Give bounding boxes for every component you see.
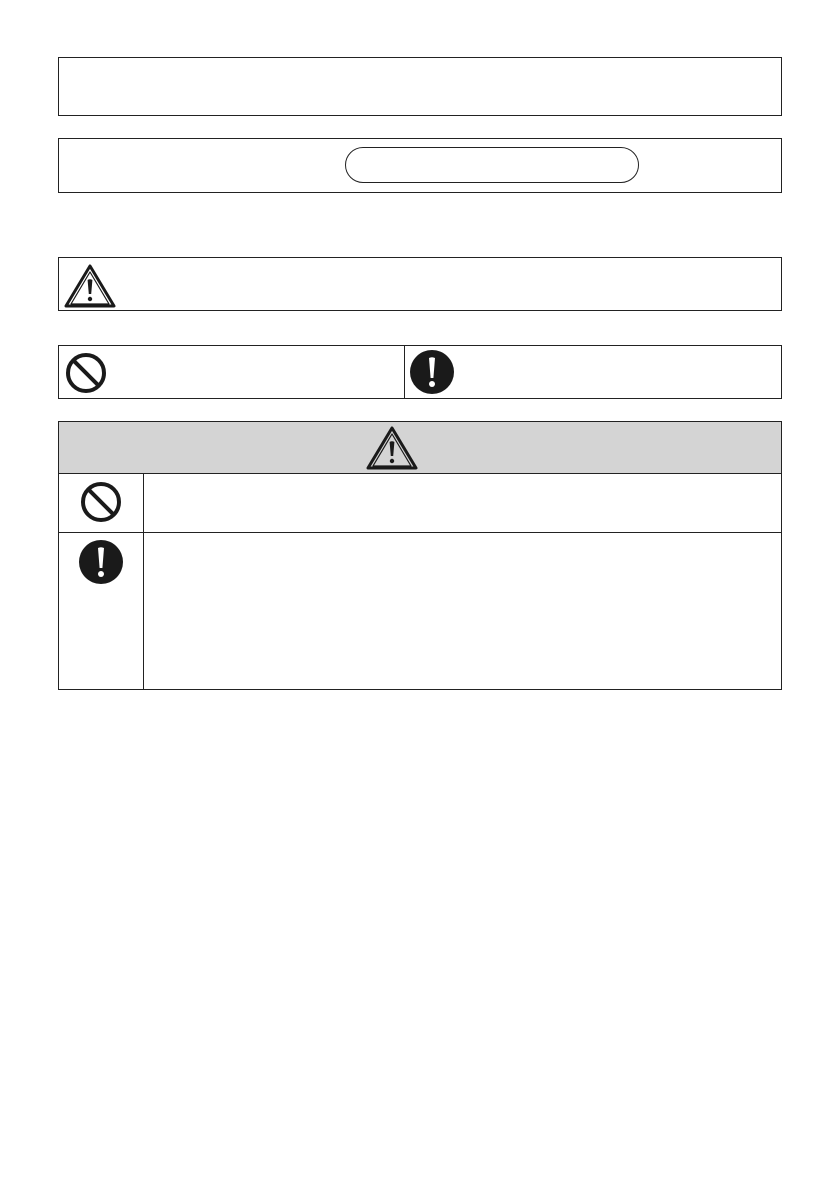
caution-table	[58, 421, 782, 690]
label-pill	[345, 147, 639, 183]
label-box	[58, 138, 782, 193]
table-row	[59, 474, 781, 533]
legend-mandatory	[405, 346, 781, 398]
legend-prohibited	[59, 346, 405, 398]
prohibition-icon	[79, 480, 123, 524]
warning-triangle-icon	[63, 263, 117, 309]
legend-row	[58, 345, 782, 399]
mandatory-icon	[409, 349, 455, 395]
table-row	[59, 533, 781, 689]
warning-triangle-icon	[365, 425, 419, 471]
mandatory-icon	[78, 539, 124, 585]
intro-box	[58, 57, 782, 116]
prohibition-icon	[64, 351, 108, 395]
warning-banner	[58, 257, 782, 311]
caution-table-header	[59, 422, 781, 474]
